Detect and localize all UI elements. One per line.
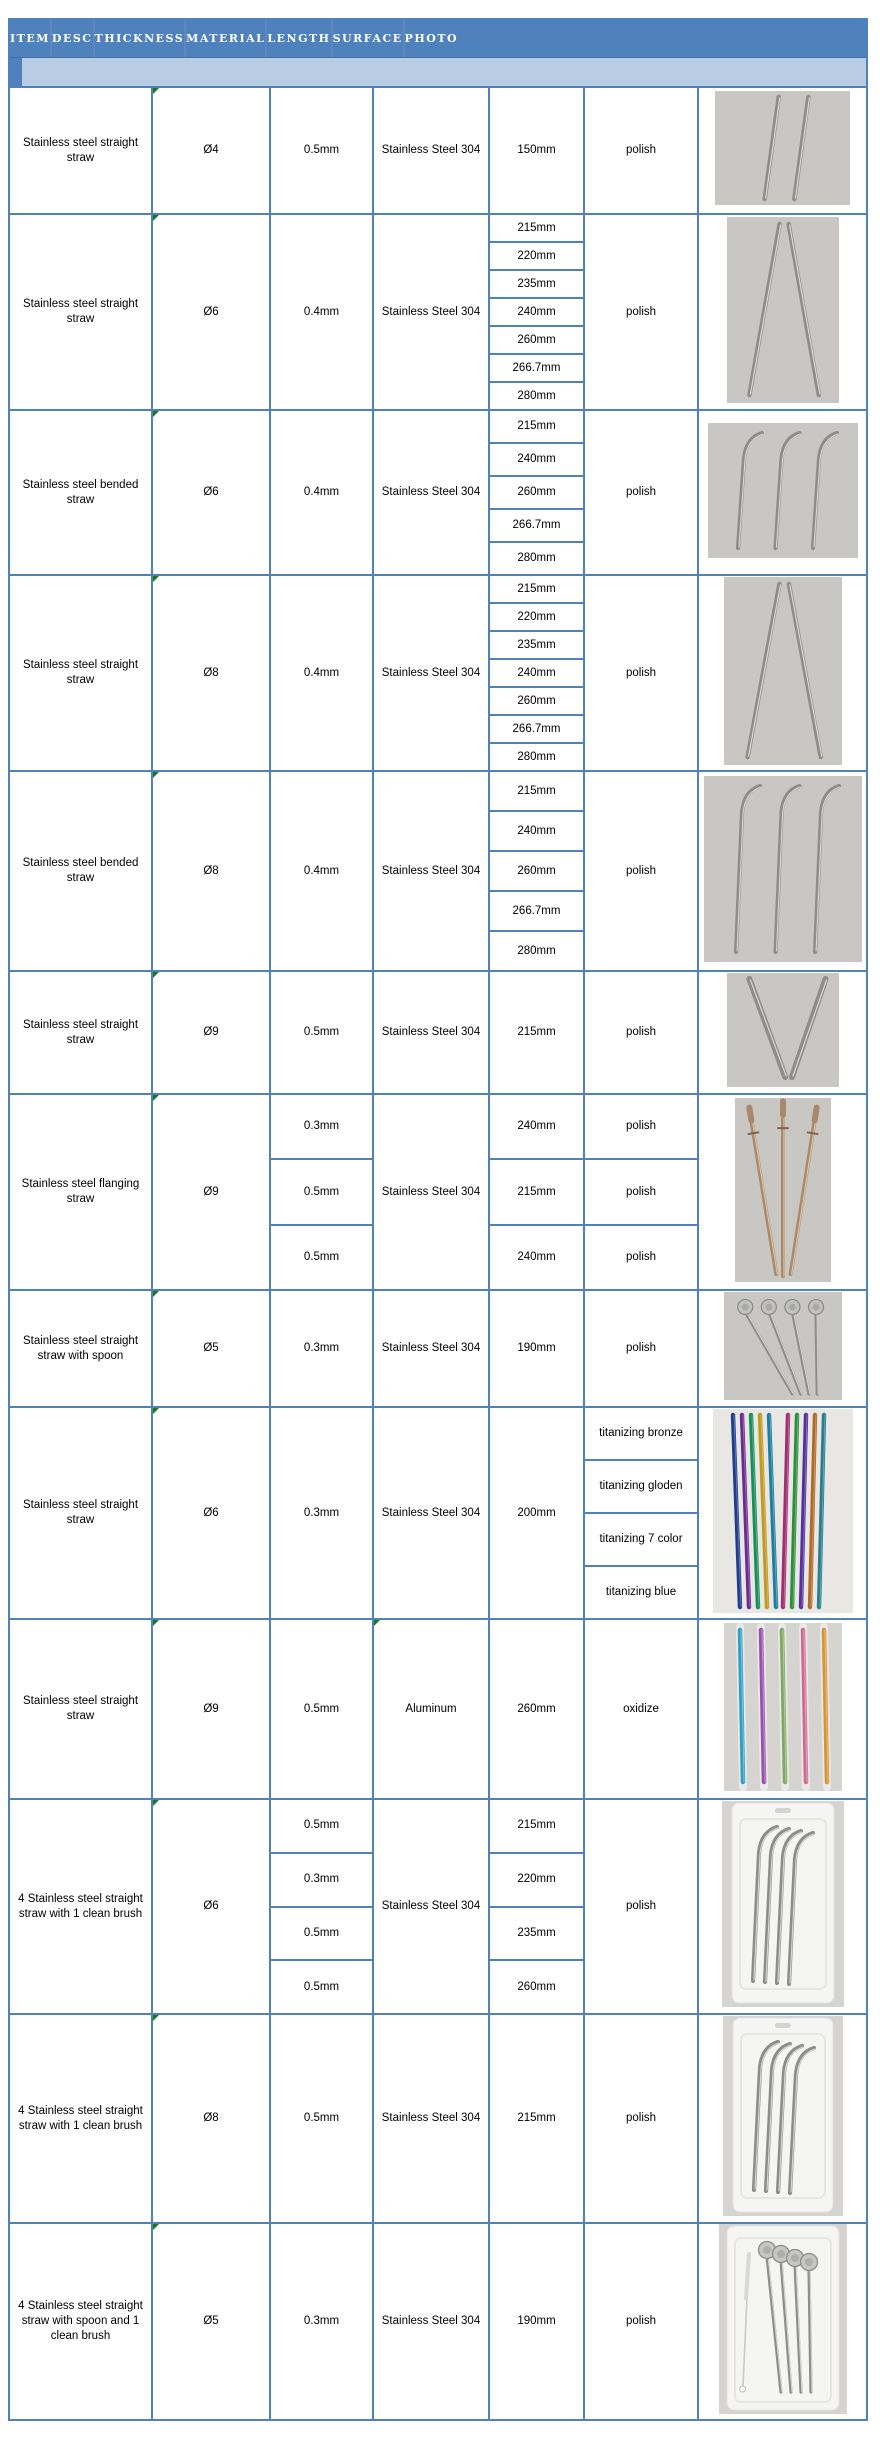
- product-photo: [724, 1292, 842, 1405]
- error-flag-icon: [153, 2224, 159, 2230]
- material-cell: Aluminum: [374, 1620, 490, 1798]
- surface-cell-value: polish: [585, 1095, 697, 1160]
- desc-cell: Ø6: [153, 1800, 271, 2013]
- length-cell-value: 260mm: [517, 1702, 556, 1715]
- product-photo: [724, 577, 842, 770]
- thickness-cell-value: 0.3mm: [271, 1095, 372, 1160]
- length-cell-value: 240mm: [490, 1095, 583, 1160]
- length-cell-value: 266.7mm: [490, 355, 583, 383]
- length-cell-value: 220mm: [490, 243, 583, 271]
- thickness-cell: [271, 772, 374, 970]
- length-cell-value: 260mm: [490, 477, 583, 510]
- product-row: [10, 1093, 866, 1289]
- length-cell-value: 235mm: [490, 271, 583, 299]
- desc-cell: Ø9: [153, 972, 271, 1093]
- thickness-cell-value: 0.3mm: [303, 1506, 340, 1519]
- length-cell-value: 260mm: [490, 688, 583, 716]
- length-cell-value: 240mm: [490, 812, 583, 852]
- desc-cell: Ø6: [153, 1408, 271, 1618]
- surface-cell: [585, 1620, 699, 1798]
- surface-cell-value: oxidize: [623, 1702, 659, 1715]
- thickness-cell-value: 0.5mm: [271, 1800, 372, 1854]
- surface-cell-value: polish: [625, 2315, 657, 2328]
- length-cell: [490, 1291, 585, 1406]
- length-cell-value: 220mm: [490, 604, 583, 632]
- length-cell: [490, 1620, 585, 1798]
- material-cell: Stainless Steel 304: [374, 1291, 490, 1406]
- length-cell: [490, 215, 585, 409]
- error-flag-icon: [153, 1291, 159, 1297]
- column-header-length: LENGTH: [267, 20, 332, 57]
- length-cell-value: 215mm: [517, 1026, 556, 1039]
- thickness-cell: [271, 1620, 374, 1798]
- length-cell-value: 215mm: [490, 1800, 583, 1854]
- surface-cell-value: polish: [625, 864, 657, 877]
- product-photo: [704, 776, 862, 967]
- thickness-cell: [271, 972, 374, 1093]
- spec-table: [8, 18, 868, 2421]
- product-photo: [708, 423, 858, 563]
- item-cell: Stainless steel flanging straw: [10, 1095, 153, 1289]
- surface-cell-value: polish: [625, 486, 657, 499]
- thickness-cell-value: 0.4mm: [303, 486, 340, 499]
- surface-cell: [585, 972, 699, 1093]
- material-cell: Stainless Steel 304: [374, 576, 490, 770]
- item-cell: Stainless steel straight straw: [10, 88, 153, 213]
- surface-cell: [585, 88, 699, 213]
- length-cell-value: 215mm: [490, 772, 583, 812]
- surface-cell-value: titanizing 7 color: [585, 1514, 697, 1567]
- length-cell-value: 280mm: [517, 552, 556, 565]
- product-photo: [713, 1409, 853, 1618]
- thickness-cell-value: 0.3mm: [303, 2315, 340, 2328]
- table-body: [10, 86, 866, 2419]
- error-flag-icon: [153, 2015, 159, 2021]
- material-cell: Stainless Steel 304: [374, 411, 490, 574]
- error-flag-icon: [153, 972, 159, 978]
- material-cell: Stainless Steel 304: [374, 88, 490, 213]
- length-cell-value: 266.7mm: [490, 716, 583, 744]
- surface-cell: [585, 2224, 699, 2419]
- error-flag-icon: [153, 1620, 159, 1626]
- surface-cell-value: polish: [625, 1900, 657, 1913]
- length-cell-value: 280mm: [517, 944, 556, 957]
- length-cell-value: 220mm: [490, 1854, 583, 1908]
- thickness-cell-value: 0.5mm: [303, 1250, 340, 1263]
- desc-cell: Ø6: [153, 215, 271, 409]
- surface-cell: [585, 215, 699, 409]
- error-flag-icon: [153, 1408, 159, 1414]
- length-cell-value: 235mm: [490, 632, 583, 660]
- item-cell: 4 Stainless steel straight straw with spoon and 1 clean brush: [10, 2224, 153, 2419]
- length-cell-value: 280mm: [517, 389, 556, 402]
- surface-cell: [585, 1291, 699, 1406]
- surface-cell: [585, 576, 699, 770]
- photo-cell: [699, 215, 866, 409]
- length-cell-value: 215mm: [490, 1160, 583, 1225]
- thickness-cell: [271, 1408, 374, 1618]
- surface-cell-value: polish: [625, 1342, 657, 1355]
- desc-cell: Ø6: [153, 411, 271, 574]
- item-cell: Stainless steel straight straw with spoon: [10, 1291, 153, 1406]
- material-cell: Stainless Steel 304: [374, 215, 490, 409]
- photo-cell: [699, 2015, 866, 2222]
- length-cell-value: 240mm: [490, 444, 583, 477]
- error-flag-icon: [153, 411, 159, 417]
- error-flag-icon: [153, 215, 159, 221]
- thickness-cell-value: 0.4mm: [303, 864, 340, 877]
- product-row: [10, 213, 866, 409]
- length-cell: [490, 411, 585, 574]
- material-cell: Stainless Steel 304: [374, 1095, 490, 1289]
- length-cell: [490, 576, 585, 770]
- thickness-cell-value: 0.5mm: [303, 1026, 340, 1039]
- item-cell: 4 Stainless steel straight straw with 1 clean brush: [10, 2015, 153, 2222]
- surface-cell: [585, 772, 699, 970]
- thickness-cell-value: 0.4mm: [303, 305, 340, 318]
- length-cell-value: 215mm: [490, 215, 583, 243]
- product-row: [10, 86, 866, 213]
- column-header-material: MATERIAL: [186, 20, 267, 57]
- length-cell-value: 240mm: [490, 660, 583, 688]
- thickness-cell: [271, 88, 374, 213]
- error-flag-icon: [153, 1095, 159, 1101]
- photo-cell: [699, 1620, 866, 1798]
- length-cell: [490, 2015, 585, 2222]
- product-row: [10, 1406, 866, 1618]
- length-cell: [490, 772, 585, 970]
- column-header-item: ITEM: [10, 20, 52, 57]
- error-flag-icon: [153, 88, 159, 94]
- error-flag-icon: [153, 576, 159, 582]
- thickness-cell-value: 0.5mm: [303, 1980, 340, 1993]
- product-row: [10, 1289, 866, 1406]
- length-cell-value: 215mm: [517, 2112, 556, 2125]
- surface-cell: [585, 2015, 699, 2222]
- product-row: [10, 1618, 866, 1798]
- length-cell: [490, 1408, 585, 1618]
- length-cell: [490, 88, 585, 213]
- thickness-cell-value: 0.5mm: [271, 1160, 372, 1225]
- length-cell-value: 200mm: [517, 1506, 556, 1519]
- thickness-cell: [271, 1291, 374, 1406]
- material-cell: Stainless Steel 304: [374, 972, 490, 1093]
- material-cell: Stainless Steel 304: [374, 772, 490, 970]
- surface-cell: [585, 1800, 699, 2013]
- length-cell: [490, 1095, 585, 1289]
- photo-cell: [699, 1095, 866, 1289]
- thickness-cell-value: 0.5mm: [303, 2112, 340, 2125]
- length-cell-value: 190mm: [517, 2315, 556, 2328]
- table-subheader-row: [10, 57, 866, 86]
- table-header-row: [10, 20, 866, 57]
- length-cell-value: 240mm: [490, 299, 583, 327]
- item-cell: Stainless steel straight straw: [10, 576, 153, 770]
- photo-cell: [699, 1800, 866, 2013]
- surface-cell-value: polish: [625, 666, 657, 679]
- photo-cell: [699, 772, 866, 970]
- length-cell-value: 260mm: [517, 1980, 556, 1993]
- product-row: [10, 409, 866, 574]
- product-row: [10, 574, 866, 770]
- surface-cell-value: titanizing gloden: [585, 1461, 697, 1514]
- product-photo: [719, 2224, 847, 2419]
- material-cell: Stainless Steel 304: [374, 1800, 490, 2013]
- product-row: [10, 1798, 866, 2013]
- product-photo: [723, 2016, 843, 2221]
- desc-cell: Ø8: [153, 576, 271, 770]
- thickness-cell-value: 0.3mm: [303, 1342, 340, 1355]
- surface-cell-value: polish: [625, 144, 657, 157]
- length-cell-value: 190mm: [517, 1342, 556, 1355]
- photo-cell: [699, 972, 866, 1093]
- thickness-cell: [271, 215, 374, 409]
- surface-cell-value: polish: [625, 2112, 657, 2125]
- product-row: [10, 2013, 866, 2222]
- length-cell-value: 280mm: [517, 750, 556, 763]
- item-cell: Stainless steel straight straw: [10, 1408, 153, 1618]
- length-cell-value: 260mm: [490, 327, 583, 355]
- thickness-cell-value: 0.5mm: [271, 1908, 372, 1962]
- product-photo: [722, 1801, 844, 2012]
- desc-cell: Ø4: [153, 88, 271, 213]
- length-cell-value: 266.7mm: [490, 510, 583, 543]
- error-flag-icon: [153, 772, 159, 778]
- column-header-thickness: THICKNESS: [95, 20, 187, 57]
- thickness-cell: [271, 411, 374, 574]
- length-cell: [490, 972, 585, 1093]
- surface-cell-value: polish: [585, 1160, 697, 1225]
- thickness-cell: [271, 2224, 374, 2419]
- item-cell: Stainless steel bended straw: [10, 411, 153, 574]
- desc-cell: Ø8: [153, 2015, 271, 2222]
- item-cell: Stainless steel bended straw: [10, 772, 153, 970]
- material-cell: Stainless Steel 304: [374, 2015, 490, 2222]
- length-cell-value: 240mm: [517, 1250, 556, 1263]
- photo-cell: [699, 411, 866, 574]
- surface-cell: [585, 1095, 699, 1289]
- photo-cell: [699, 2224, 866, 2419]
- desc-cell: Ø5: [153, 1291, 271, 1406]
- length-cell-value: 215mm: [490, 411, 583, 444]
- item-cell: Stainless steel straight straw: [10, 215, 153, 409]
- column-header-photo: PHOTO: [404, 32, 459, 45]
- desc-cell: Ø8: [153, 772, 271, 970]
- thickness-cell: [271, 2015, 374, 2222]
- length-cell-value: 260mm: [490, 852, 583, 892]
- product-row: [10, 770, 866, 970]
- length-cell-value: 150mm: [517, 144, 556, 157]
- product-photo: [735, 1098, 831, 1287]
- product-photo: [724, 1623, 842, 1796]
- photo-cell: [699, 576, 866, 770]
- column-header-surface: SURFACE: [333, 20, 405, 57]
- surface-cell-value: titanizing bronze: [585, 1408, 697, 1461]
- length-cell-value: 235mm: [490, 1908, 583, 1962]
- surface-cell-value: polish: [625, 1250, 657, 1263]
- product-photo: [727, 217, 839, 408]
- thickness-cell: [271, 1095, 374, 1289]
- surface-cell: [585, 411, 699, 574]
- photo-cell: [699, 1291, 866, 1406]
- surface-cell-value: titanizing blue: [605, 1586, 677, 1599]
- thickness-cell: [271, 576, 374, 770]
- column-header-desc: DESC: [52, 20, 95, 57]
- thickness-cell: [271, 1800, 374, 2013]
- item-cell: Stainless steel straight straw: [10, 1620, 153, 1798]
- product-photo: [715, 91, 850, 210]
- product-row: [10, 2222, 866, 2419]
- photo-cell: [699, 1408, 866, 1618]
- length-cell-value: 266.7mm: [490, 892, 583, 932]
- length-cell: [490, 1800, 585, 2013]
- material-cell: Stainless Steel 304: [374, 1408, 490, 1618]
- desc-cell: Ø5: [153, 2224, 271, 2419]
- item-cell: 4 Stainless steel straight straw with 1 clean brush: [10, 1800, 153, 2013]
- length-cell: [490, 2224, 585, 2419]
- product-row: [10, 970, 866, 1093]
- thickness-cell-value: 0.5mm: [303, 144, 340, 157]
- product-photo: [727, 973, 839, 1092]
- desc-cell: Ø9: [153, 1620, 271, 1798]
- thickness-cell-value: 0.4mm: [303, 666, 340, 679]
- surface-cell: [585, 1408, 699, 1618]
- length-cell-value: 215mm: [490, 576, 583, 604]
- error-flag-icon: [153, 1800, 159, 1806]
- desc-cell: Ø9: [153, 1095, 271, 1289]
- photo-cell: [699, 88, 866, 213]
- surface-cell-value: polish: [625, 1026, 657, 1039]
- thickness-cell-value: 0.5mm: [303, 1702, 340, 1715]
- thickness-cell-value: 0.3mm: [271, 1854, 372, 1908]
- material-cell: Stainless Steel 304: [374, 2224, 490, 2419]
- item-cell: Stainless steel straight straw: [10, 972, 153, 1093]
- error-flag-icon: [374, 1620, 380, 1626]
- surface-cell-value: polish: [625, 305, 657, 318]
